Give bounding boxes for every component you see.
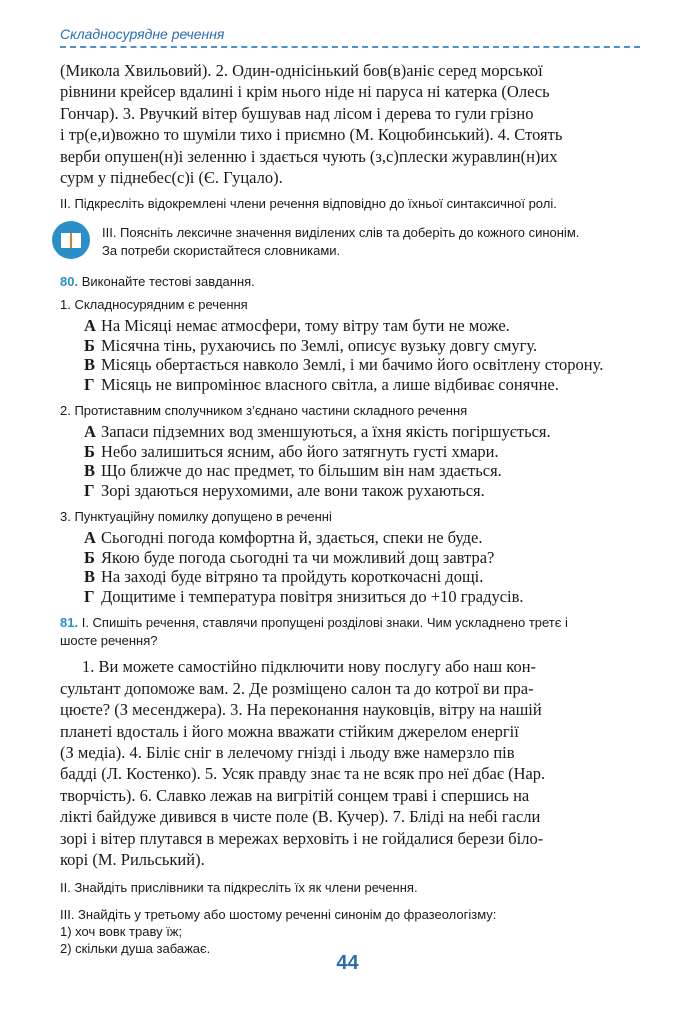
option: А На Місяці немає атмосфери, тому вітру там бути не може. xyxy=(84,316,510,336)
options-1 xyxy=(84,316,640,394)
text-line: корі (М. Рильський). xyxy=(60,850,205,870)
exercise-80-title: 80. Виконайте тестові завдання. xyxy=(60,274,255,290)
text-line: сурм у піднебес(с)і (Є. Гуцало). xyxy=(60,168,283,188)
header-divider xyxy=(60,46,640,48)
text-line: планеті вдосталь і його можна вважати стійким джерелом енергії xyxy=(60,721,519,741)
exercise-number: 81. xyxy=(60,615,79,631)
text-line: сультант допоможе вам. 2. Де розміщено салон та до котрої ви пра- xyxy=(60,678,534,698)
task-ii: II. Підкресліть відокремлені члени речення відповідно до їхньої синтаксичної ролі. xyxy=(60,196,557,212)
question-1: 1. Складносурядним є речення xyxy=(60,297,248,313)
task-iii: III. Поясніть лексичне значення виділених слів та доберіть до кожного синонім. За потреби скористайтеся словниками. xyxy=(102,225,580,259)
option: Б Місячна тінь, рухаючись по Землі, описує вузьку довгу смугу. xyxy=(84,335,538,355)
exercise-81-text xyxy=(60,656,640,870)
text-line: (Микола Хвильовий). 2. Один-однісінький бов(в)аніє серед морської xyxy=(60,61,543,80)
option: Г Зорі здаються нерухомими, але вони також рухаються. xyxy=(84,480,485,500)
option: В Що ближче до нас предмет, то більшим він нам здається. xyxy=(84,461,502,481)
question-3: 3. Пунктуаційну помилку допущено в реченні xyxy=(60,509,332,525)
text-line: Гончар). 3. Рвучкий вітер бушував над лісом і дерева то гули грізно xyxy=(60,103,534,123)
option: Г Місяць не випромінює власного світла, а лише відбиває сонячне. xyxy=(84,374,559,394)
page-header xyxy=(60,24,640,48)
book-icon xyxy=(52,221,90,259)
text-line: зорі і вітер плутався в мережах верховіть і не гойдалися берези біло- xyxy=(60,828,544,848)
text-line: цюєте? (З месенджера). 3. На переконання науковців, вітру на нашій xyxy=(60,700,542,720)
exercise-number: 80. xyxy=(60,274,79,290)
text-line: лікті байдуже дивився в чисте поле (В. Кучер). 7. Бліді на небі гасли xyxy=(60,807,541,827)
page-content xyxy=(60,60,640,957)
option: В Місяць обертається навколо Землі, і ми бачимо його освітлену сторону. xyxy=(84,355,604,375)
option: Б Небо залишиться ясним, або його затягнуть густі хмари. xyxy=(84,441,499,461)
text-line: творчість). 6. Славко лежав на вигрітій сонцем траві і спершись на xyxy=(60,785,530,805)
question-2: 2. Протиставним сполучником з’єднано частини складного речення xyxy=(60,403,468,419)
options-3 xyxy=(84,528,640,606)
task-iii-block xyxy=(52,221,640,260)
exercise-81-task-ii: II. Знайдіть прислівники та підкресліть їх як члени речення. xyxy=(60,879,418,895)
text-line: бадді (Л. Костенко). 5. Усяк правду знає та не всяк про неї дбає (Нар. xyxy=(60,764,546,784)
option: А Сьогодні погода комфортна й, здається, спеки не буде. xyxy=(84,528,483,548)
exercise-81-title: 81. I. Спишіть речення, ставлячи пропущені розділові знаки. Чим ускладнено третє і шосте речення? xyxy=(60,615,568,649)
text-line: (З медіа). 4. Біліє сніг в лелечому гнізді і льоду вже намерзло пів xyxy=(60,743,515,763)
exercise-79-text xyxy=(60,60,640,188)
page-number: 44 xyxy=(336,952,359,974)
option: Б Якою буде погода сьогодні та чи можливий дощ завтра? xyxy=(84,547,495,567)
text-line: 1. Ви можете самостійно підключити нову послугу або наш кон- xyxy=(82,657,537,677)
option: Г Дощитиме і температура повітря знизиться до +10 градусів. xyxy=(84,586,524,606)
options-2 xyxy=(84,422,640,500)
option: В На заході буде вітряно та пройдуть короткочасні дощі. xyxy=(84,567,484,587)
text-line: і тр(е,и)вожно то шуміли тихо і приємно (М. Коцюбинський). 4. Стоять xyxy=(60,125,563,145)
exercise-81-task-iii: III. Знайдіть у третьому або шостому реченні синонім до фразеологізму: 1) хоч вовк траву їж; 2) скільки душа забажає. xyxy=(60,906,497,956)
text-line: рівнини крейсер вдалині і крім нього ніде ні паруса ні катерка (Олесь xyxy=(60,82,550,102)
option: А Запаси підземних вод зменшуються, а їхня якість погіршується. xyxy=(84,422,551,442)
section-title: Складносурядне речення xyxy=(60,26,225,42)
text-line: верби опушен(н)і зеленню і здається чують (з,с)плески журавлин(н)их xyxy=(60,146,558,166)
